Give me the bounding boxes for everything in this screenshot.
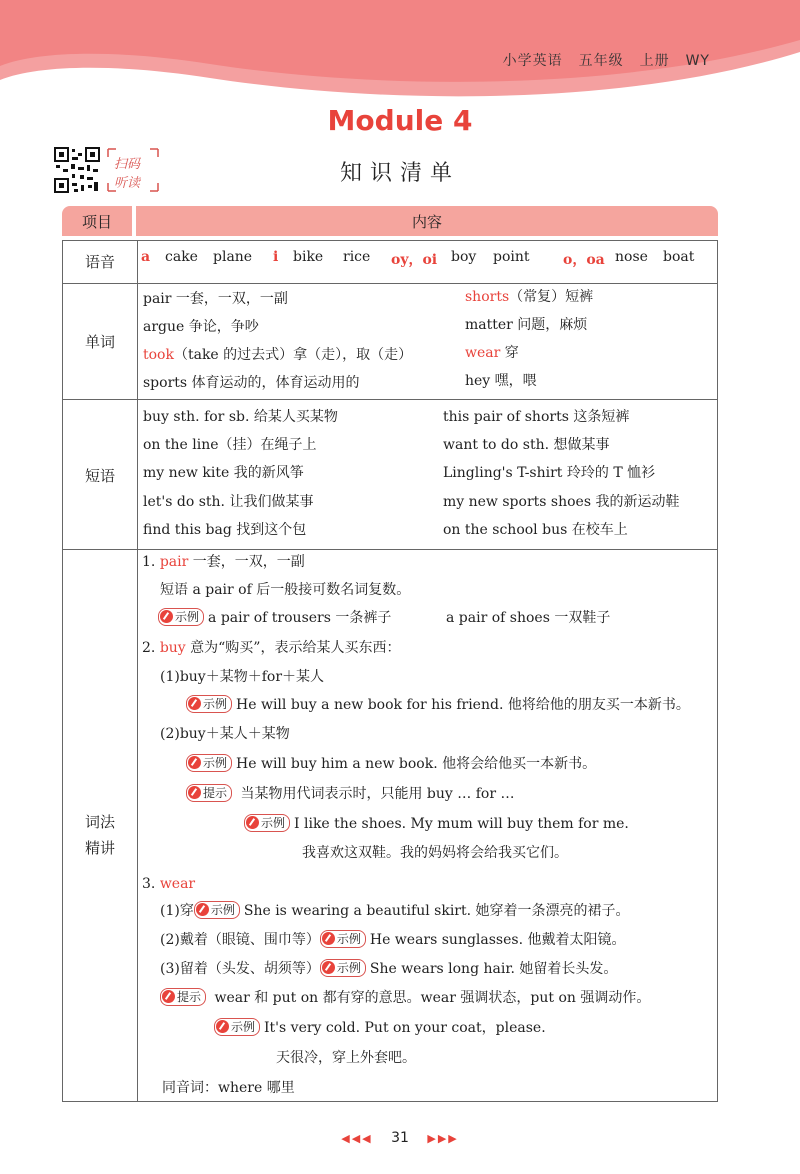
qr-code-icon[interactable] xyxy=(54,147,100,193)
phonics-letter: a xyxy=(141,249,151,265)
phonics-letter: oy，oi xyxy=(391,252,438,268)
word-entry: pair 一套，一双，一副 xyxy=(143,291,288,307)
phrase-entry: on the school bus 在校车上 xyxy=(443,522,628,538)
row-divider xyxy=(63,399,717,400)
pen-icon xyxy=(188,756,201,769)
word-entry: took（take 的过去式）拿（走），取（走） xyxy=(143,347,413,363)
scan-to-listen-tag xyxy=(106,147,160,193)
example-line: 示例 It's very cold. Put on your coat，please. xyxy=(214,1018,546,1038)
header-item-label: 项目 xyxy=(81,213,112,231)
pen-icon xyxy=(188,786,201,799)
example-badge: 示例 xyxy=(244,814,290,832)
phonics-word: rice xyxy=(343,249,371,265)
example-line: (2)戴着（眼镜、围巾等） 示例 He wears sunglasses. 他戴着太阳镜。 xyxy=(160,932,626,948)
page-number: 31 xyxy=(391,1130,409,1146)
pen-icon xyxy=(216,1020,229,1033)
column-divider xyxy=(137,241,138,1101)
example-line: 示例 a pair of trousers 一条裤子 xyxy=(158,608,391,628)
phonics-word: boat xyxy=(663,249,695,265)
example-line: (1)穿 示例 She is wearing a beautiful skirt. 她穿着一条漂亮的裙子。 xyxy=(160,903,630,919)
subject-label: 小学英语 xyxy=(502,53,563,69)
phonics-word: bike xyxy=(293,249,324,265)
example-badge: 示例 xyxy=(214,1018,260,1036)
right-arrows-icon: ▶▶▶ xyxy=(427,1132,459,1145)
phonics-word: plane xyxy=(213,249,253,265)
phrase-entry: buy sth. for sb. 给某人买某物 xyxy=(143,409,338,425)
example-badge: 示例 xyxy=(194,901,240,919)
example-line: a pair of shoes 一双鞋子 xyxy=(446,610,611,626)
category-words: 单词 xyxy=(84,333,115,351)
section-title: 知识清单 xyxy=(339,161,460,186)
phrase-entry: let's do sth. 让我们做某事 xyxy=(143,494,314,510)
pen-icon xyxy=(162,990,175,1003)
phrase-entry: on the line（挂）在绳子上 xyxy=(143,437,317,453)
header-content-cell xyxy=(136,206,718,236)
pen-icon xyxy=(188,697,201,710)
category-phrases: 短语 xyxy=(84,467,115,485)
phrase-entry: Lingling's T-shirt 玲玲的 T 恤衫 xyxy=(443,465,656,481)
phrase-entry: my new sports shoes 我的新运动鞋 xyxy=(443,494,680,510)
listen-label: 听读 xyxy=(114,176,141,191)
phrase-entry: find this bag 找到这个包 xyxy=(143,522,307,538)
phrase-entry: this pair of shorts 这条短裤 xyxy=(443,409,630,425)
word-entry: matter 问题，麻烦 xyxy=(465,317,588,333)
edition-label: WY xyxy=(685,53,710,69)
example-badge: 示例 xyxy=(320,930,366,948)
grammar-formula: (2)buy＋某人＋某物 xyxy=(160,726,290,742)
phonics-word: boy xyxy=(451,249,477,265)
phonics-word: point xyxy=(493,249,530,265)
tip-badge: 提示 xyxy=(186,784,232,802)
grammar-note: 短语 a pair of 后一般接可数名词复数。 xyxy=(160,582,411,598)
word-entry: shorts（常复）短裤 xyxy=(465,289,594,305)
left-arrows-icon: ◀◀◀ xyxy=(341,1132,373,1145)
phonics-word: nose xyxy=(615,249,648,265)
example-badge: 示例 xyxy=(186,695,232,713)
volume-label: 上册 xyxy=(639,53,670,69)
homophone-note: 同音词：where 哪里 xyxy=(162,1080,295,1096)
grammar-point-1: 1. pair 一套，一双，一副 xyxy=(142,554,305,570)
word-entry: argue 争论，争吵 xyxy=(143,319,259,335)
example-badge: 示例 xyxy=(186,754,232,772)
grammar-formula: (1)buy＋某物＋for＋某人 xyxy=(160,669,325,685)
example-line: (3)留着（头发、胡须等） 示例 She wears long hair. 她留着长头发。 xyxy=(160,961,618,977)
tip-line: 提示 当某物用代词表示时，只能用 buy … for … xyxy=(186,784,514,804)
phonics-letter: i xyxy=(273,249,279,265)
category-phonics: 语音 xyxy=(84,253,115,271)
book-info xyxy=(487,50,710,70)
phonics-letter: o，oa xyxy=(563,252,605,268)
tip-badge: 提示 xyxy=(160,988,206,1006)
example-translation: 我喜欢这双鞋。我的妈妈将会给我买它们。 xyxy=(302,845,568,861)
grade-label: 五年级 xyxy=(578,53,624,69)
word-entry: wear 穿 xyxy=(465,345,519,361)
example-badge: 示例 xyxy=(158,608,204,626)
pen-icon xyxy=(160,610,173,623)
knowledge-table xyxy=(62,206,718,1102)
grammar-point-3: 3. wear xyxy=(142,876,196,892)
pen-icon xyxy=(246,816,259,829)
word-entry: sports 体育运动的，体育运动用的 xyxy=(143,375,360,391)
pen-icon xyxy=(196,903,209,916)
word-entry: hey 嘿，喂 xyxy=(465,373,537,389)
module-title: Module 4 xyxy=(327,104,473,137)
example-line: 示例 He will buy a new book for his friend. 他将给他的朋友买一本新书。 xyxy=(186,695,690,715)
scan-label: 扫码 xyxy=(114,157,141,172)
row-divider xyxy=(63,549,717,550)
example-translation: 天很冷，穿上外套吧。 xyxy=(276,1050,416,1066)
tip-line: 提示 wear 和 put on 都有穿的意思。wear 强调状态，put on 强调动作。 xyxy=(160,988,650,1008)
pen-icon xyxy=(322,932,335,945)
row-divider xyxy=(63,283,717,284)
example-line: 示例 He will buy him a new book. 他将会给他买一本新书。 xyxy=(186,754,596,774)
example-line: 示例 I like the shoes. My mum will buy them for me. xyxy=(244,814,629,834)
grammar-point-2: 2. buy 意为“购买”，表示给某人买东西： xyxy=(142,640,401,656)
header-item-cell xyxy=(62,206,132,236)
phrase-entry: want to do sth. 想做某事 xyxy=(443,437,610,453)
phrase-entry: my new kite 我的新风筝 xyxy=(143,465,304,481)
header-content-label: 内容 xyxy=(411,213,442,231)
category-grammar: 词法 精讲 xyxy=(84,813,115,857)
example-badge: 示例 xyxy=(320,959,366,977)
page-footer xyxy=(0,1130,800,1146)
pen-icon xyxy=(322,961,335,974)
phonics-word: cake xyxy=(165,249,198,265)
